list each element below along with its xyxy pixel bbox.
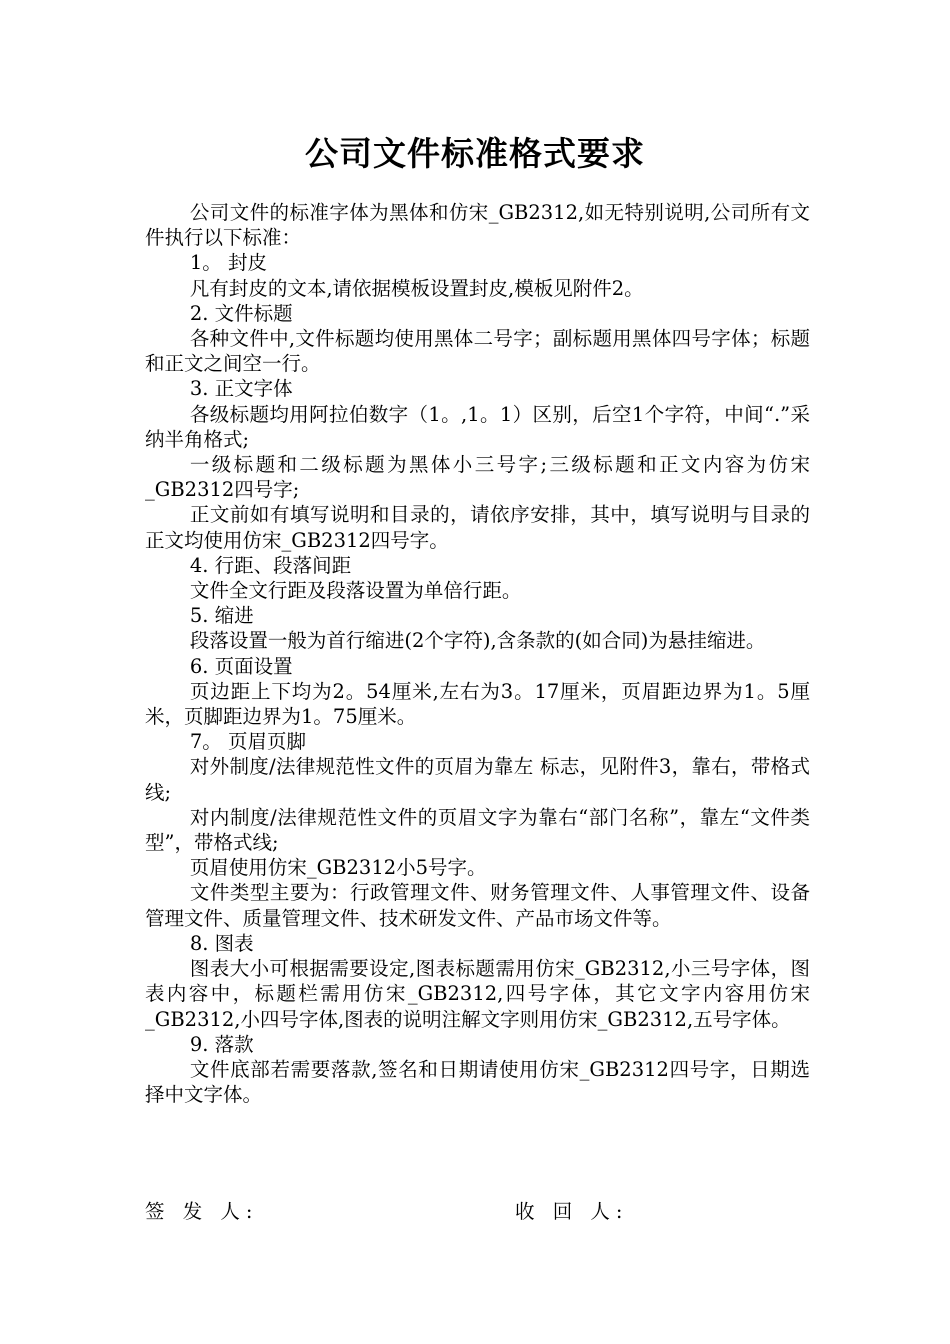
section-paragraph: 文件类型主要为：行政管理文件、财务管理文件、人事管理文件、设备管理文件、质量管理文件、技术研发文件、产品市场文件等。 <box>145 881 810 930</box>
section-paragraph: 文件底部若需要落款,签名和日期请使用仿宋_GB2312四号字，日期选择中文字体。 <box>145 1057 810 1107</box>
section-heading: 8. 图表 <box>189 931 254 955</box>
section-paragraph: 页眉使用仿宋_GB2312小5号字。 <box>189 856 487 880</box>
section-paragraph: 页边距上下均为2。54厘米,左右为3。17厘米，页眉距边界为1。5厘米，页脚距边界为1。75厘米。 <box>145 679 810 729</box>
recipient-label: 收 回 人: <box>515 1200 629 1223</box>
section-heading: 6. 页面设置 <box>189 654 293 678</box>
issuer-label: 签 发 人: <box>145 1200 259 1223</box>
section-paragraph: 文件全文行距及段落设置为单倍行距。 <box>189 579 522 603</box>
section-paragraph: 正文前如有填写说明和目录的，请依序安排，其中，填写说明与目录的正文均使用仿宋_GB2312四号字。 <box>145 503 810 552</box>
intro-paragraph: 公司文件的标准字体为黑体和仿宋_GB2312,如无特别说明,公司所有文件执行以下标准： <box>145 201 810 250</box>
section-heading: 4. 行距、段落间距 <box>189 553 352 577</box>
section-heading: 1。 封皮 <box>189 251 267 275</box>
section-paragraph: 段落设置一般为首行缩进(2个字符),含条款的(如合同)为悬挂缩进。 <box>189 629 766 653</box>
document-title: 公司文件标准格式要求 <box>305 134 645 173</box>
section-paragraph: 图表大小可根据需要设定,图表标题需用仿宋_GB2312,小三号字体，图表内容中，标题栏需用仿宋_GB2312,四号字体，其它文字内容用仿宋_GB2312,小四号字体,图表的说明注解文字则用仿宋_GB2312,五号字体。 <box>145 957 810 1031</box>
section-heading: 7。 页眉页脚 <box>189 730 306 754</box>
section-paragraph: 对内制度/法律规范性文件的页眉文字为靠右“部门名称”，靠左“文件类型”，带格式线; <box>145 805 810 855</box>
section-paragraph: 各种文件中,文件标题均使用黑体二号字；副标题用黑体四号字体；标题和正文之间空一行。 <box>145 327 810 376</box>
section-paragraph: 各级标题均用阿拉伯数字（1。,1。1）区别，后空1个字符，中间“.”采纳半角格式; <box>145 402 810 451</box>
section-heading: 2. 文件标题 <box>189 301 293 325</box>
section-heading: 5. 缩进 <box>189 604 254 628</box>
section-paragraph: 凡有封皮的文本,请依据模板设置封皮,模板见附件2。 <box>189 276 644 300</box>
document-body <box>145 200 810 1107</box>
section-heading: 3. 正文字体 <box>189 377 293 401</box>
section-paragraph: 对外制度/法律规范性文件的页眉为靠左 标志，见附件3，靠右，带格式线; <box>145 755 810 804</box>
section-paragraph: 一级标题和二级标题为黑体小三号字;三级标题和正文内容为仿宋_GB2312四号字; <box>145 453 810 502</box>
section-heading: 9. 落款 <box>189 1032 254 1056</box>
